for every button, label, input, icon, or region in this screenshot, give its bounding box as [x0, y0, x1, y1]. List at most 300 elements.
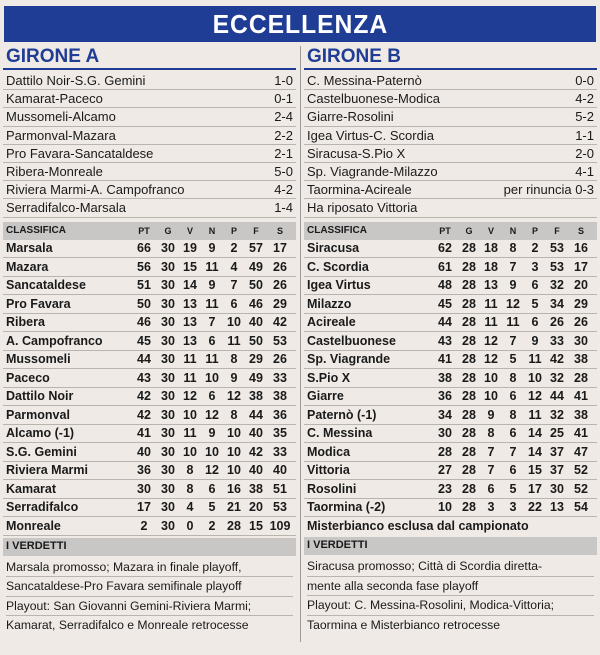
- standings-f: 40: [249, 426, 263, 441]
- result-score: per rinuncia 0-3: [503, 182, 594, 198]
- verdetti-line: Playout: San Giovanni Gemini-Riviera Marmi;: [6, 597, 293, 617]
- standings-f: 13: [550, 500, 564, 515]
- standings-v: 13: [183, 296, 197, 311]
- result-row: [304, 145, 597, 163]
- standings-n: 12: [205, 407, 219, 422]
- col-g: G: [164, 225, 172, 236]
- standings-n: 11: [205, 259, 219, 274]
- standings-s: 30: [574, 333, 588, 348]
- standings-s: 42: [273, 315, 287, 330]
- standings-f: 40: [249, 315, 263, 330]
- result-row: [3, 163, 296, 181]
- standings-g: 28: [462, 407, 476, 422]
- standings-p: 3: [531, 259, 539, 274]
- standings-f: 57: [249, 241, 263, 256]
- standings-pt: 41: [438, 352, 452, 367]
- standings-v: 8: [186, 463, 194, 478]
- standings-v: 10: [183, 407, 197, 422]
- standings-s: 16: [574, 241, 588, 256]
- standings-team: Taormina (-2): [307, 500, 386, 515]
- standings-team: Rosolini: [307, 481, 357, 496]
- standings-f: 38: [249, 481, 263, 496]
- result-score: 2-0: [575, 145, 594, 161]
- standings-p: 11: [528, 407, 542, 422]
- result-match: Ribera-Monreale: [6, 164, 103, 180]
- standings-f: 38: [249, 389, 263, 404]
- result-match: Pro Favara-Sancataldese: [6, 145, 154, 161]
- standings-v: 4: [186, 500, 194, 515]
- standings-row: [304, 314, 597, 333]
- standings-s: 109: [269, 518, 291, 533]
- standings-s: 52: [574, 463, 588, 478]
- standings-team: Siracusa: [307, 241, 360, 256]
- standings-p: 2: [230, 241, 238, 256]
- page-title: ECCELLENZA: [212, 8, 388, 39]
- standings-s: 26: [273, 259, 287, 274]
- standings-g: 30: [161, 259, 175, 274]
- standings-g: 28: [462, 500, 476, 515]
- standings-s: 17: [273, 241, 287, 256]
- standings-row: [3, 443, 296, 462]
- standings-g: 30: [161, 444, 175, 459]
- standings-g: 28: [462, 333, 476, 348]
- standings-v: 11: [484, 296, 498, 311]
- standings-n: 7: [208, 315, 216, 330]
- result-row: [3, 108, 296, 126]
- standings-f: 26: [550, 315, 564, 330]
- standings-v: 0: [186, 518, 194, 533]
- standings-pt: 10: [438, 500, 452, 515]
- standings-n: 8: [509, 241, 517, 256]
- standings-s: 51: [273, 481, 287, 496]
- standings-v: 12: [484, 333, 498, 348]
- standings-team: Monreale: [6, 518, 61, 533]
- standings-g: 30: [161, 241, 175, 256]
- standings-row: [3, 480, 296, 499]
- standings-row: [304, 388, 597, 407]
- standings-v: 12: [183, 389, 197, 404]
- standings-n: 6: [509, 463, 517, 478]
- standings-p: 7: [230, 278, 238, 293]
- standings-f: 53: [550, 241, 564, 256]
- standings-team: Vittoria: [307, 463, 350, 478]
- standings-pt: 30: [438, 426, 452, 441]
- standings-row: [3, 332, 296, 351]
- col-g: G: [465, 225, 473, 236]
- standings-pt: 44: [137, 352, 151, 367]
- result-row: [304, 72, 597, 90]
- result-score: 4-2: [274, 182, 293, 198]
- standings-team: Alcamo (-1): [6, 426, 75, 441]
- result-score: 0-0: [575, 73, 594, 89]
- standings-row: [3, 314, 296, 333]
- standings-v: 7: [487, 444, 495, 459]
- standings-team: Dattilo Noir: [6, 389, 74, 404]
- standings-pt: 36: [137, 463, 151, 478]
- result-score: 2-2: [274, 127, 293, 143]
- standings-row: [3, 369, 296, 388]
- standings-p: 21: [227, 500, 241, 515]
- standings-s: 29: [273, 296, 287, 311]
- standings-s: 38: [273, 389, 287, 404]
- standings-row: [304, 240, 597, 259]
- standings-s: 26: [273, 352, 287, 367]
- verdetti-line: Siracusa promosso; Città di Scordia diretta-: [307, 557, 594, 577]
- girone-a-standings: [3, 240, 296, 536]
- col-f: F: [554, 225, 560, 236]
- standings-p: 16: [227, 481, 241, 496]
- standings-team: Mazara: [6, 259, 49, 274]
- result-row: [3, 127, 296, 145]
- standings-pt: 51: [137, 278, 151, 293]
- standings-v: 13: [484, 278, 498, 293]
- col-p: P: [230, 225, 237, 236]
- standings-p: 15: [528, 463, 542, 478]
- standings-row: [3, 277, 296, 296]
- girone-a-title: GIRONE A: [3, 46, 296, 70]
- standings-row: [304, 258, 597, 277]
- result-row: [3, 90, 296, 108]
- standings-v: 11: [484, 315, 498, 330]
- standings-pt: 40: [137, 444, 151, 459]
- result-row: [3, 199, 296, 217]
- standings-pt: 41: [137, 426, 151, 441]
- standings-team: Milazzo: [307, 296, 352, 311]
- standings-row: [304, 277, 597, 296]
- girone-b-title: GIRONE B: [304, 46, 597, 70]
- standings-v: 8: [487, 426, 495, 441]
- standings-n: 5: [208, 500, 216, 515]
- standings-n: 6: [208, 389, 216, 404]
- standings-team: C. Scordia: [307, 259, 369, 274]
- standings-row: [304, 406, 597, 425]
- result-score: 4-2: [575, 91, 594, 107]
- standings-s: 40: [273, 463, 287, 478]
- standings-n: 12: [205, 463, 219, 478]
- result-match: Kamarat-Paceco: [6, 91, 103, 107]
- result-row: [3, 181, 296, 199]
- standings-f: 44: [249, 407, 263, 422]
- standings-p: 12: [528, 389, 542, 404]
- standings-p: 14: [528, 426, 542, 441]
- girone-b-standings: [304, 240, 597, 518]
- standings-f: 32: [550, 370, 564, 385]
- girone-a-results: [3, 72, 296, 218]
- standings-g: 30: [161, 481, 175, 496]
- standings-p: 9: [230, 370, 238, 385]
- verdetti-line: Marsala promosso; Mazara in finale playoff,: [6, 558, 293, 578]
- standings-v: 19: [183, 241, 197, 256]
- result-score: 2-1: [274, 145, 293, 161]
- standings-p: 6: [531, 278, 539, 293]
- standings-p: 10: [227, 463, 241, 478]
- standings-s: 53: [273, 500, 287, 515]
- col-pt: PT: [439, 225, 451, 236]
- standings-f: 53: [550, 259, 564, 274]
- standings-s: 33: [273, 370, 287, 385]
- standings-s: 28: [574, 370, 588, 385]
- col-n: N: [509, 225, 517, 236]
- standings-team: Ribera: [6, 315, 45, 330]
- standings-label: CLASSIFICA: [307, 225, 367, 236]
- standings-team: Pro Favara: [6, 296, 71, 311]
- standings-team: Igea Virtus: [307, 278, 371, 293]
- result-row: [304, 163, 597, 181]
- standings-pt: 34: [438, 407, 452, 422]
- standings-s: 41: [574, 426, 588, 441]
- result-score: 1-0: [274, 73, 293, 89]
- standings-g: 30: [161, 315, 175, 330]
- result-row: [304, 108, 597, 126]
- girone-b-verdetti: [304, 555, 597, 636]
- standings-g: 28: [462, 241, 476, 256]
- standings-v: 6: [487, 481, 495, 496]
- standings-v: 18: [484, 259, 498, 274]
- standings-f: 37: [550, 463, 564, 478]
- standings-g: 28: [462, 463, 476, 478]
- verdetti-line: Kamarat, Serradifalco e Monreale retrocesse: [6, 618, 249, 632]
- standings-pt: 61: [438, 259, 452, 274]
- standings-p: 11: [227, 333, 241, 348]
- standings-n: 11: [205, 296, 219, 311]
- standings-p: 8: [230, 352, 238, 367]
- standings-row: [304, 332, 597, 351]
- col-v: V: [186, 225, 193, 236]
- standings-v: 3: [487, 500, 495, 515]
- result-score: 5-2: [575, 109, 594, 125]
- standings-s: 36: [273, 407, 287, 422]
- standings-s: 52: [574, 481, 588, 496]
- standings-p: 10: [227, 444, 241, 459]
- standings-g: 30: [161, 500, 175, 515]
- girone-b-column: [304, 46, 597, 636]
- standings-f: 37: [550, 444, 564, 459]
- standings-f: 25: [550, 426, 564, 441]
- standings-pt: 17: [137, 500, 151, 515]
- standings-p: 17: [528, 481, 542, 496]
- standings-row: [304, 480, 597, 499]
- standings-pt: 56: [137, 259, 151, 274]
- standings-team: C. Messina: [307, 426, 373, 441]
- standings-pt: 45: [137, 333, 151, 348]
- standings-row: [304, 369, 597, 388]
- result-match: Mussomeli-Alcamo: [6, 109, 116, 125]
- standings-row: [304, 462, 597, 481]
- standings-f: 20: [249, 500, 263, 515]
- standings-n: 10: [205, 370, 219, 385]
- standings-f: 42: [249, 444, 263, 459]
- standings-row: [3, 258, 296, 277]
- standings-f: 50: [249, 278, 263, 293]
- standings-team: Parmonval: [6, 407, 70, 422]
- standings-pt: 45: [438, 296, 452, 311]
- standings-row: [3, 517, 296, 536]
- standings-pt: 36: [438, 389, 452, 404]
- standings-pt: 62: [438, 241, 452, 256]
- standings-pt: 28: [438, 444, 452, 459]
- standings-pt: 27: [438, 463, 452, 478]
- standings-team: Paceco: [6, 370, 50, 385]
- standings-g: 30: [161, 389, 175, 404]
- standings-f: 46: [249, 296, 263, 311]
- standings-g: 28: [462, 296, 476, 311]
- standings-pt: 43: [137, 370, 151, 385]
- col-f: F: [253, 225, 259, 236]
- standings-team: S.Pio X: [307, 370, 351, 385]
- standings-n: 5: [509, 352, 517, 367]
- result-match: Riviera Marmi-A. Campofranco: [6, 182, 185, 198]
- standings-team: Kamarat: [6, 481, 57, 496]
- standings-p: 11: [528, 352, 542, 367]
- standings-s: 26: [574, 315, 588, 330]
- title-bar: [4, 6, 596, 42]
- standings-n: 7: [509, 333, 517, 348]
- standings-pt: 2: [140, 518, 148, 533]
- standings-g: 30: [161, 296, 175, 311]
- standings-g: 30: [161, 407, 175, 422]
- standings-n: 9: [208, 426, 216, 441]
- standings-n: 6: [509, 426, 517, 441]
- standings-pt: 44: [438, 315, 452, 330]
- standings-n: 6: [208, 333, 216, 348]
- col-v: V: [487, 225, 494, 236]
- result-match: C. Messina-Paternò: [307, 73, 422, 89]
- verdetti-line: Playout: C. Messina-Rosolini, Modica-Vittoria;: [307, 596, 594, 616]
- result-row: [3, 145, 296, 163]
- standings-v: 9: [487, 407, 495, 422]
- standings-g: 30: [161, 278, 175, 293]
- result-score: 5-0: [274, 164, 293, 180]
- standings-p: 10: [528, 370, 542, 385]
- result-match: Dattilo Noir-S.G. Gemini: [6, 73, 146, 89]
- standings-v: 11: [183, 426, 197, 441]
- result-match: Taormina-Acireale: [307, 182, 412, 198]
- standings-g: 28: [462, 370, 476, 385]
- col-n: N: [208, 225, 216, 236]
- result-match: Siracusa-S.Pio X: [307, 145, 406, 161]
- standings-f: 29: [249, 352, 263, 367]
- standings-pt: 38: [438, 370, 452, 385]
- standings-v: 11: [183, 370, 197, 385]
- standings-v: 18: [484, 241, 498, 256]
- standings-v: 10: [484, 389, 498, 404]
- standings-f: 33: [550, 333, 564, 348]
- standings-s: 54: [574, 500, 588, 515]
- standings-row: [304, 351, 597, 370]
- standings-row: [3, 351, 296, 370]
- standings-row: [3, 388, 296, 407]
- standings-row: [304, 425, 597, 444]
- standings-team: Sp. Viagrande: [307, 352, 391, 367]
- standings-n: 10: [205, 444, 219, 459]
- girone-a-column: [3, 46, 296, 637]
- verdetti-line: mente alla seconda fase playoff: [307, 577, 594, 597]
- standings-n: 12: [506, 296, 520, 311]
- column-divider: [300, 46, 301, 642]
- standings-n: 11: [506, 315, 520, 330]
- standings-n: 5: [509, 481, 517, 496]
- girone-a-verdetti-header: I VERDETTI: [3, 538, 296, 556]
- standings-team: Acireale: [307, 315, 356, 330]
- standings-n: 8: [509, 407, 517, 422]
- girone-b-results: [304, 72, 597, 218]
- standings-pt: 30: [137, 481, 151, 496]
- standings-p: 4: [230, 259, 238, 274]
- standings-pt: 42: [137, 407, 151, 422]
- result-match: Ha riposato Vittoria: [307, 200, 418, 216]
- standings-f: 49: [249, 259, 263, 274]
- standings-s: 29: [574, 296, 588, 311]
- standings-row: [304, 443, 597, 462]
- girone-b-verdetti-header: I VERDETTI: [304, 537, 597, 555]
- standings-label: CLASSIFICA: [6, 225, 66, 236]
- standings-f: 50: [249, 333, 263, 348]
- standings-row: [304, 499, 597, 518]
- standings-v: 10: [183, 444, 197, 459]
- standings-g: 30: [161, 352, 175, 367]
- standings-team: Modica: [307, 444, 351, 459]
- standings-f: 34: [550, 296, 564, 311]
- result-score: 1-1: [575, 127, 594, 143]
- standings-p: 10: [227, 426, 241, 441]
- standings-g: 30: [161, 370, 175, 385]
- standings-s: 47: [574, 444, 588, 459]
- standings-n: 9: [509, 278, 517, 293]
- standings-s: 20: [574, 278, 588, 293]
- standings-g: 30: [161, 518, 175, 533]
- standings-s: 38: [574, 407, 588, 422]
- col-pt: PT: [138, 225, 150, 236]
- verdetti-line: Taormina e Misterbianco retrocesse: [307, 617, 501, 632]
- standings-g: 30: [161, 426, 175, 441]
- standings-team: Mussomeli: [6, 352, 71, 367]
- standings-f: 32: [550, 278, 564, 293]
- standings-g: 28: [462, 481, 476, 496]
- standings-g: 28: [462, 259, 476, 274]
- standings-v: 13: [183, 333, 197, 348]
- standings-n: 7: [509, 444, 517, 459]
- standings-g: 28: [462, 315, 476, 330]
- standings-v: 10: [484, 370, 498, 385]
- girone-b-note: Misterbianco esclusa dal campionato: [307, 519, 529, 533]
- result-match: Serradifalco-Marsala: [6, 200, 126, 216]
- standings-team: Paternò (-1): [307, 407, 377, 422]
- standings-team: Castelbuonese: [307, 333, 396, 348]
- standings-v: 8: [186, 481, 194, 496]
- standings-f: 15: [249, 518, 263, 533]
- standings-v: 12: [484, 352, 498, 367]
- standings-n: 9: [208, 278, 216, 293]
- standings-team: Serradifalco: [6, 500, 79, 515]
- standings-v: 11: [183, 352, 197, 367]
- standings-p: 12: [227, 389, 241, 404]
- standings-s: 38: [574, 352, 588, 367]
- standings-row: [3, 462, 296, 481]
- standings-p: 5: [531, 296, 539, 311]
- standings-pt: 23: [438, 481, 452, 496]
- result-row: [304, 127, 597, 145]
- standings-p: 22: [528, 500, 542, 515]
- standings-g: 30: [161, 463, 175, 478]
- girone-b-standings-header: [304, 222, 597, 240]
- standings-n: 8: [509, 370, 517, 385]
- standings-row: [3, 240, 296, 259]
- result-match: Giarre-Rosolini: [307, 109, 394, 125]
- standings-g: 28: [462, 444, 476, 459]
- standings-p: 9: [531, 333, 539, 348]
- standings-s: 26: [273, 278, 287, 293]
- result-match: Parmonval-Mazara: [6, 127, 116, 143]
